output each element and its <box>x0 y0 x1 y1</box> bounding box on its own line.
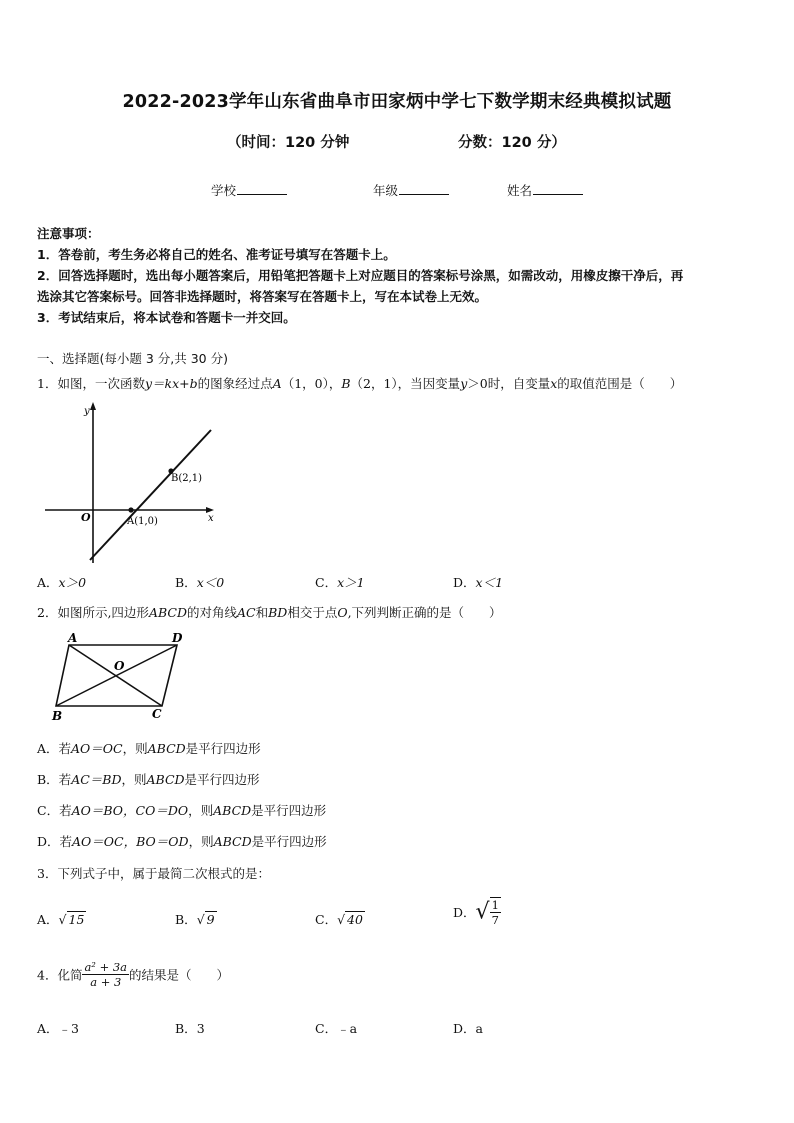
linear-function-graph <box>40 400 220 568</box>
q1-option-d: D．x＜1 <box>453 575 504 590</box>
page-title: 2022-2023学年山东省曲阜市田家炳中学七下数学期末经典模拟试题 <box>122 92 672 112</box>
vertex-b-label: B <box>52 709 63 723</box>
q3-option-a: A．√ 15 <box>37 912 85 927</box>
center-o-label: O <box>114 659 125 673</box>
school-blank[interactable] <box>237 182 287 195</box>
point-a-label: A(1,0) <box>127 516 158 527</box>
q4-option-b: B．3 <box>175 1021 205 1036</box>
question-2-stem: 2．如图所示,四边形ABCD的对角线AC和BD相交于点O,下列判断正确的是（ ） <box>37 605 502 620</box>
note-item: 选涂其它答案标号。回答非选择题时，将答案写在答题卡上，写在本试卷上无效。 <box>37 289 488 304</box>
y-axis-label: y <box>84 406 90 417</box>
q1-option-a: A．x＞0 <box>37 575 87 590</box>
name-label: 姓名 <box>507 183 533 198</box>
school-field[interactable] <box>211 181 287 199</box>
grade-blank[interactable] <box>399 182 449 195</box>
vertex-a-label: A <box>68 631 78 645</box>
exam-time: （时间：120 分钟 <box>227 135 350 151</box>
q3-option-c: C．√ 40 <box>315 912 363 927</box>
x-axis-label: x <box>208 513 214 524</box>
q3-option-d: D．√ $\frac{1}{7}$ <box>453 898 499 927</box>
grade-field[interactable] <box>373 181 449 199</box>
q1-option-c: C．x＞1 <box>315 575 365 590</box>
note-item: 3．考试结束后，将本试卷和答题卡一并交回。 <box>37 310 296 325</box>
vertex-d-label: D <box>172 631 183 645</box>
quadrilateral-figure <box>44 628 194 724</box>
section-heading: 一、选择题(每小题 3 分,共 30 分) <box>37 351 228 366</box>
q3-option-b: B．√ 9 <box>175 912 215 927</box>
vertex-c-label: C <box>152 707 162 721</box>
question-3-stem: 3．下列式子中，属于最简二次根式的是： <box>37 866 270 881</box>
exam-score: 分数：120 分） <box>458 135 566 151</box>
school-label: 学校 <box>211 183 237 198</box>
question-1-stem: 1．如图，一次函数y＝kx+b的图象经过点A（1，0），B（2，1），当因变量y＞0时，自变量x的取值范围是（ ） <box>37 376 683 391</box>
notes-heading: 注意事项： <box>37 226 100 241</box>
q4-option-d: D．a <box>453 1021 483 1036</box>
point-b-label: B(2,1) <box>171 473 203 484</box>
q4-option-c: C．﹣a <box>315 1021 358 1036</box>
q2-option-a: A．若AO＝OC，则ABCD是平行四边形 <box>37 741 261 756</box>
note-item: 1．答卷前，考生务必将自己的姓名、准考证号填写在答题卡上。 <box>37 247 396 262</box>
q2-option-b: B．若AC＝BD，则ABCD是平行四边形 <box>37 772 260 787</box>
grade-label: 年级 <box>373 183 399 198</box>
question-4-stem: 4．化简 $\frac{\text{a² + 3a}}{a + 3}$ 的结果是（ ） <box>37 960 230 989</box>
q4-option-a: A．﹣3 <box>37 1021 79 1036</box>
note-item: 2．回答选择题时，选出每小题答案后，用铅笔把答题卡上对应题目的答案标号涂黑，如需改动，用橡皮擦干净后，再 <box>37 268 684 283</box>
q1-option-b: B．x＜0 <box>175 575 225 590</box>
q2-option-c: C．若AO＝BO，CO＝DO，则ABCD是平行四边形 <box>37 803 327 818</box>
name-blank[interactable] <box>533 182 583 195</box>
name-field[interactable] <box>507 181 583 199</box>
origin-label: O <box>81 511 91 524</box>
q2-option-d: D．若AO＝OC，BO＝OD，则ABCD是平行四边形 <box>37 834 327 849</box>
